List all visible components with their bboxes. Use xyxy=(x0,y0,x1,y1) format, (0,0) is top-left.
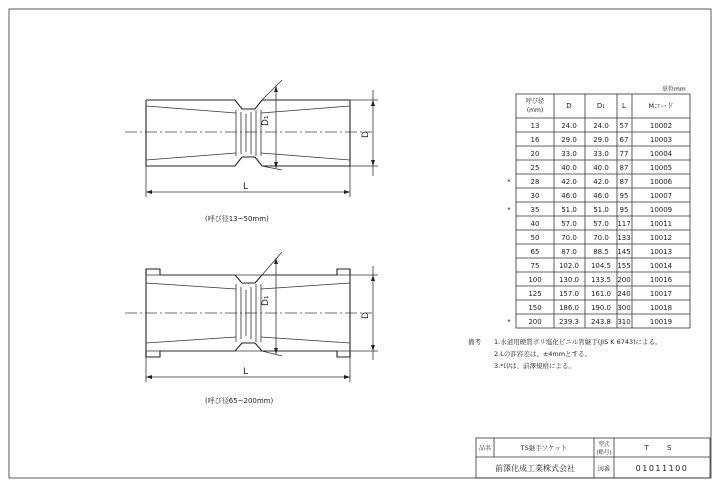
cell-size: 40 xyxy=(530,220,540,229)
cell-d1: 57.0 xyxy=(593,220,609,229)
cell-l: 155 xyxy=(617,262,631,271)
lower-socket-drawing xyxy=(125,252,378,405)
unit-label: 単位mm xyxy=(662,86,686,93)
upper-bore-bottom-left xyxy=(146,153,236,160)
lower-bore-top-left xyxy=(146,283,236,289)
cell-size: 35 xyxy=(530,206,540,215)
upper-bore-bottom-right xyxy=(261,153,350,160)
cell-d1: 42.0 xyxy=(593,178,609,187)
row-mark: * xyxy=(507,206,511,215)
cell-d1: 104.5 xyxy=(590,262,612,271)
upper-outline-bottom xyxy=(146,157,350,166)
cell-size: 30 xyxy=(530,192,540,201)
upper-d1-ext-top xyxy=(262,80,282,100)
lower-outline-bottom xyxy=(146,343,350,357)
upper-bore-top-right xyxy=(261,106,350,113)
cell-size: 20 xyxy=(530,150,540,159)
table-row xyxy=(531,234,673,242)
cell-d1: 24.0 xyxy=(593,122,609,131)
lower-bore-bottom-left xyxy=(146,337,236,343)
title-type-label-1: 型式 xyxy=(598,442,610,448)
title-block xyxy=(476,438,710,478)
lower-l-label: L xyxy=(243,367,249,377)
header-code: Mコード xyxy=(648,102,674,110)
cell-d1: 29.0 xyxy=(593,136,609,145)
cell-d: 40.0 xyxy=(561,164,577,173)
upper-l-label: L xyxy=(243,182,249,192)
lower-caption: (呼び径65~200mm) xyxy=(205,397,274,405)
cell-size: 150 xyxy=(528,304,542,313)
title-name-value: TS継手ソケット xyxy=(520,444,568,452)
cell-l: 240 xyxy=(617,290,631,299)
cell-d: 70.0 xyxy=(561,234,577,243)
notes xyxy=(468,337,662,370)
table-row xyxy=(531,150,673,158)
lower-l-arrow-right xyxy=(344,375,350,379)
header-d1: D₁ xyxy=(596,102,606,110)
lower-bore-top-right xyxy=(261,283,350,289)
cell-l: 145 xyxy=(617,248,631,257)
cell-d: 239.3 xyxy=(558,318,580,327)
cell-size: 100 xyxy=(528,276,542,285)
cell-size: 65 xyxy=(530,248,540,257)
table-rows xyxy=(507,122,672,326)
header-size-line2: (mm) xyxy=(526,107,544,114)
cell-d: 33.0 xyxy=(561,150,577,159)
upper-outline-top xyxy=(146,100,350,109)
upper-d1-ext-bottom xyxy=(262,166,282,170)
lower-d-arrow-bottom xyxy=(371,345,375,351)
cell-code: 10019 xyxy=(649,318,673,327)
cell-d1: 46.0 xyxy=(593,192,609,201)
cell-d1: 70.0 xyxy=(593,234,609,243)
table-row xyxy=(528,276,672,284)
table-row xyxy=(528,304,672,312)
table-row xyxy=(531,122,673,130)
cell-d1: 51.0 xyxy=(593,206,609,215)
row-mark: * xyxy=(507,318,511,327)
title-type-value: T S xyxy=(644,444,680,452)
lower-d1-ext-top xyxy=(262,252,282,275)
upper-l-arrow-left xyxy=(146,190,152,194)
cell-d: 42.0 xyxy=(561,178,577,187)
title-drawing-label: 図番 xyxy=(597,466,611,473)
cell-code: 10013 xyxy=(649,248,673,257)
upper-d1-label: D₁ xyxy=(261,115,271,126)
cell-size: 50 xyxy=(530,234,540,243)
lower-d1-ext-bottom xyxy=(262,351,282,356)
note-line-1: 1.水道用硬質ポリ塩化ビニル管継手(JIS K 6743)による。 xyxy=(494,338,662,346)
cell-l: 200 xyxy=(617,276,631,285)
table-row xyxy=(507,206,672,214)
upper-d1-arrow-bottom xyxy=(274,162,278,168)
table-row xyxy=(507,178,672,186)
cell-l: 95 xyxy=(619,192,629,201)
cell-d1: 243.8 xyxy=(590,318,612,327)
cell-d1: 40.0 xyxy=(593,164,609,173)
cell-l: 77 xyxy=(619,150,629,159)
cell-d: 157.0 xyxy=(558,290,580,299)
cell-l: 117 xyxy=(617,220,631,229)
cell-d: 130.0 xyxy=(558,276,580,285)
cell-d: 24.0 xyxy=(561,122,577,131)
cell-code: 10003 xyxy=(649,136,673,145)
upper-d-arrow-top xyxy=(371,100,375,106)
cell-l: 87 xyxy=(619,178,629,187)
cell-l: 300 xyxy=(617,304,631,313)
table-row xyxy=(531,220,673,228)
cell-code: 10006 xyxy=(649,178,673,187)
cell-d: 87.0 xyxy=(561,248,577,257)
cell-d1: 88.5 xyxy=(593,248,609,257)
row-mark: * xyxy=(507,178,511,187)
cell-d: 46.0 xyxy=(561,192,577,201)
cell-code: 10007 xyxy=(649,192,673,201)
upper-bore-top-left xyxy=(146,106,236,113)
cell-d: 102.0 xyxy=(558,262,580,271)
title-drawing-number: 01011100 xyxy=(635,464,689,473)
cell-size: 75 xyxy=(530,262,540,271)
upper-socket-drawing xyxy=(125,80,378,223)
note-line-3: 3.*印は、前澤規格による。 xyxy=(494,362,575,370)
header-d: D xyxy=(566,102,572,110)
title-company: 前澤化成工業株式会社 xyxy=(495,464,575,473)
cell-l: 95 xyxy=(619,206,629,215)
table-row xyxy=(528,290,672,298)
cell-size: 25 xyxy=(530,164,540,173)
cell-code: 10002 xyxy=(649,122,673,131)
cell-l: 67 xyxy=(619,136,629,145)
cell-d1: 33.0 xyxy=(593,150,609,159)
cell-d1: 190.0 xyxy=(590,304,612,313)
lower-outline-top xyxy=(146,269,350,283)
upper-caption: (呼び径13~50mm) xyxy=(205,215,269,223)
table-row xyxy=(531,136,673,144)
table-row xyxy=(531,164,673,172)
cell-d1: 161.0 xyxy=(590,290,612,299)
cell-code: 10014 xyxy=(649,262,673,271)
cell-code: 10005 xyxy=(649,164,673,173)
cell-size: 200 xyxy=(528,318,542,327)
table-row xyxy=(531,248,673,256)
cell-size: 125 xyxy=(528,290,542,299)
cell-l: 133 xyxy=(617,234,631,243)
sheet-frame xyxy=(9,9,711,478)
cell-code: 10016 xyxy=(649,276,673,285)
lower-l-arrow-left xyxy=(146,375,152,379)
lower-d-arrow-top xyxy=(371,275,375,281)
cell-code: 10018 xyxy=(649,304,673,313)
cell-code: 10011 xyxy=(649,220,673,229)
table-row xyxy=(531,262,673,270)
cell-code: 10012 xyxy=(649,234,673,243)
table-row xyxy=(531,192,673,200)
cell-code: 10017 xyxy=(649,290,673,299)
header-size-line1: 呼び径 xyxy=(525,98,545,105)
lower-bore-bottom-right xyxy=(261,337,350,343)
title-type-label-2: (略号) xyxy=(596,450,612,456)
cell-code: 10004 xyxy=(649,150,673,159)
title-name-label: 品名 xyxy=(478,445,492,452)
cell-size: 28 xyxy=(530,178,540,187)
cell-l: 310 xyxy=(617,318,631,327)
cell-code: 10009 xyxy=(649,206,673,215)
upper-d-label: D xyxy=(361,131,371,138)
upper-d-arrow-bottom xyxy=(371,160,375,166)
dimension-table xyxy=(507,85,690,328)
header-l: L xyxy=(622,102,626,110)
cell-d: 57.0 xyxy=(561,220,577,229)
notes-label: 備考 xyxy=(468,338,481,346)
cell-l: 87 xyxy=(619,164,629,173)
cell-l: 57 xyxy=(619,122,629,131)
cell-d: 186.0 xyxy=(558,304,580,313)
cell-d: 29.0 xyxy=(561,136,577,145)
cell-size: 13 xyxy=(530,122,540,131)
upper-l-arrow-right xyxy=(344,190,350,194)
note-line-2: 2.Lの許容差は、±4mmとする。 xyxy=(494,350,592,358)
cell-d: 51.0 xyxy=(561,206,577,215)
lower-d1-label: D₁ xyxy=(261,295,271,306)
lower-d-label: D xyxy=(361,312,371,319)
cell-size: 16 xyxy=(530,136,540,145)
table-row xyxy=(507,318,672,326)
cell-d1: 133.5 xyxy=(590,276,612,285)
